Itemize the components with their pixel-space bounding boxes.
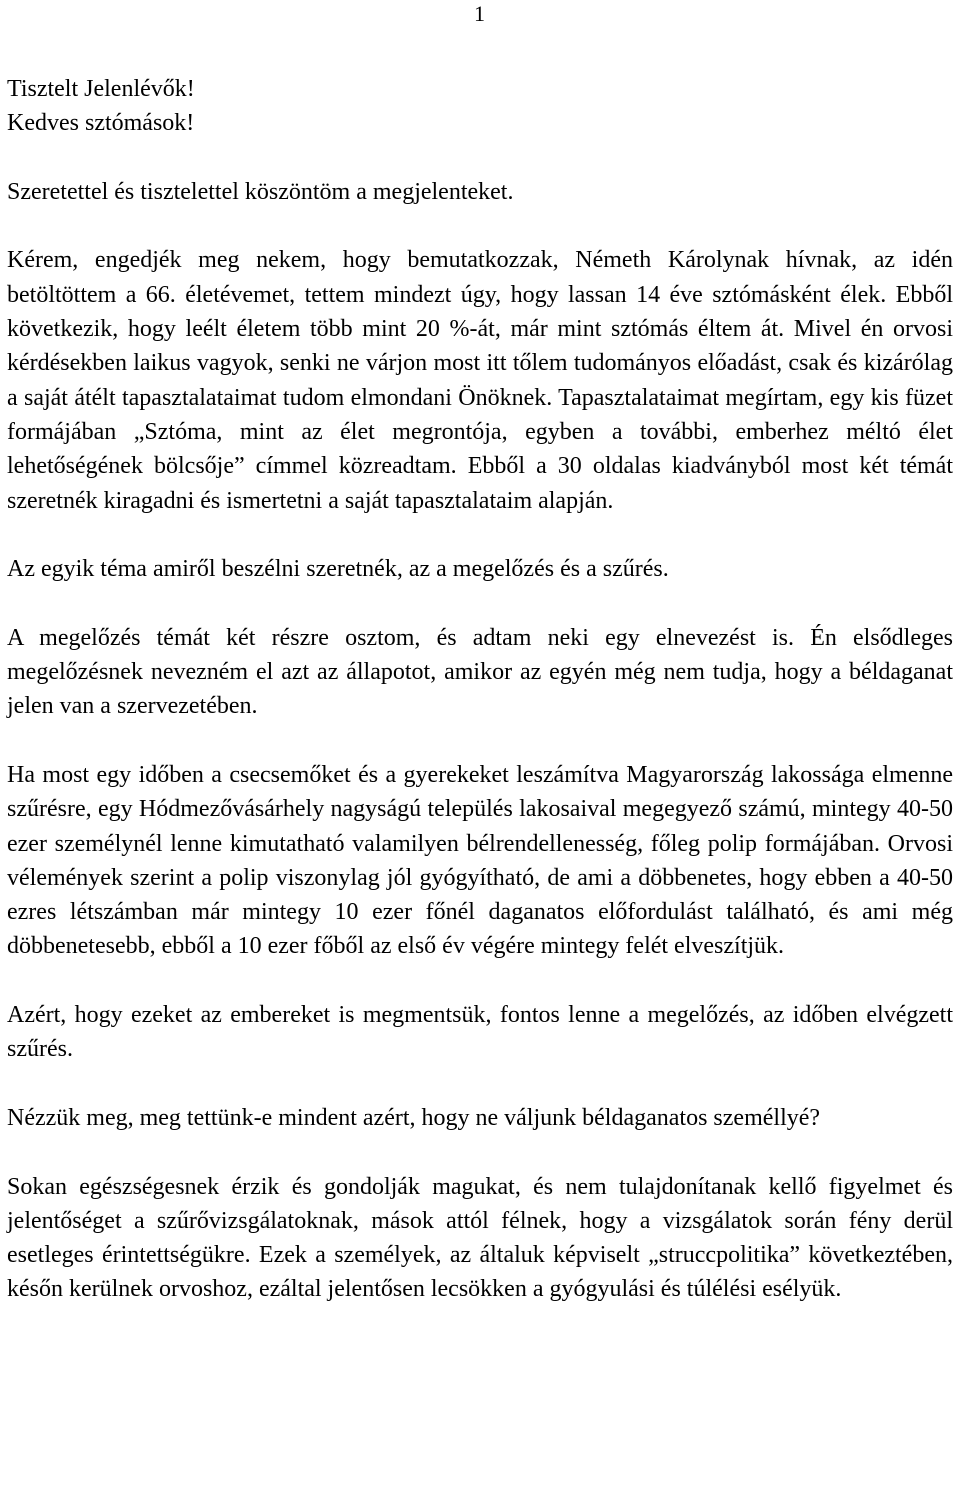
page-number: 1 <box>474 1 485 26</box>
paragraph: Azért, hogy ezeket az embereket is megmentsük, fontos lenne a megelőzés, az időben elvégzett szűrés. <box>7 1002 953 1063</box>
paragraph: Sokan egészségesnek érzik és gondolják magukat, és nem tulajdonítanak kellő figyelmet és jelentőséget a szűrővizsgálatoknak, mások attól félnek, hogy a vizsgálatok során fény derül esetleges érintettségükre. Ezek a személyek, az általuk képviselt „struccpolitika” következtében, későn kerülnek orvoshoz, ezáltal jelentősen lecsökken a gyógyulási és túlélési esélyük. <box>7 1173 953 1303</box>
greeting-line: Tisztelt Jelenlévők! <box>7 76 195 102</box>
paragraph: Ha most egy időben a csecsemőket és a gyerekeket leszámítva Magyarország lakossága elmenne szűrésre, egy Hódmezővásárhely nagyságú település lakosaival megegyező számú, mintegy 40-50 ezer személynél lenne kimutatható valamilyen bélrendellenesség, főleg polip formájában. Orvosi vélemények szerint a polip viszonylag jól gyógyítható, de ami a döbbenetes, hogy ebben a 40-50 ezres létszámban már mintegy 10 ezer főnél daganatos előfordulást található, és ami még döbbenetesebb, ebből a 10 ezer főből az első év végére mintegy felét elveszítjük. <box>7 761 953 960</box>
paragraph: Kérem, engedjék meg nekem, hogy bemutatkozzak, Németh Károlynak hívnak, az idén betöltöttem a 66. életévemet, tettem mindezt úgy, hogy lassan 14 éve sztómásként élek. Ebből következik, hogy leélt életem több mint 20 %-át, már mint sztómás éltem át. Mivel én orvosi kérdésekben laikus vagyok, senki ne várjon most itt tőlem tudományos előadást, csak és kizárólag a saját átélt tapasztalataimat tudom elmondani Önöknek. Tapasztalataimat megírtam, egy kis füzet formájában „Sztóma, mint az élet megrontója, egyben a további, emberhez méltó élet lehetőségének bölcsője” címmel közreadtam. Ebből a 30 oldalas kiadványból most két témát szeretnék kiragadni és ismertetni a saját tapasztalataim alapján. <box>7 247 953 514</box>
paragraph: Nézzük meg, meg tettünk-e mindent azért, hogy ne váljunk béldaganatos személlyé? <box>7 1104 821 1131</box>
paragraph: Szeretettel és tisztelettel köszöntöm a megjelenteket. <box>7 178 514 205</box>
paragraph: Az egyik téma amiről beszélni szeretnék, az a megelőzés és a szűrés. <box>7 556 669 583</box>
greeting-line: Kedves sztómások! <box>7 110 195 137</box>
document-body <box>7 72 953 1341</box>
paragraph: A megelőzés témát két részre osztom, és adtam neki egy elnevezést is. Én elsődleges megelőzésnek nevezném el azt az állapotot, amikor az egyén még nem tudja, hogy a béldaganat jelen van a szervezetében. <box>7 624 953 720</box>
